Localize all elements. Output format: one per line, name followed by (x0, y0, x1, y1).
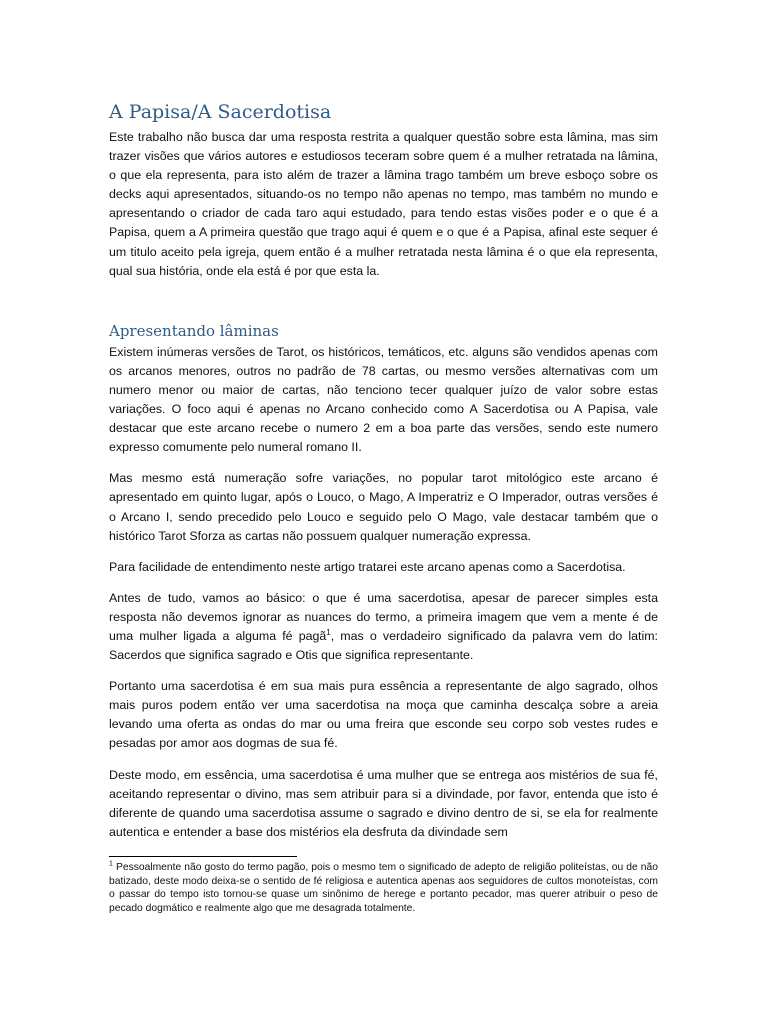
paragraph-4 (109, 589, 658, 665)
footnote (109, 861, 658, 915)
footnote-reference[interactable]: 1 (326, 627, 331, 637)
section-spacer (109, 281, 658, 321)
paragraph-3: Para facilidade de entendimento neste artigo tratarei este arcano apenas como a Sacerdotisa. (109, 559, 626, 574)
paragraph-2: Mas mesmo está numeração sofre variações, no popular tarot mitológico este arcano é apresentado em quinto lugar, após o Louco, o Mago, A Imperatriz e O Imperador, outras versões é o Arcano I, sendo precedido pelo Louco e seguido pelo O Mago, vale destacar também que o histórico Tarot Sforza as cartas não possuem qualquer numeração expressa. (109, 471, 658, 543)
paragraph-6: Deste modo, em essência, uma sacerdotisa é uma mulher que se entrega aos mistérios de sua fé, aceitando representar o divino, mas sem atribuir para si a divindade, por favor, entenda que isto é diferente de quando uma sacerdotisa assume o sagrado e divino dentro de si, se ela for realmente autentica e entender a base dos mistérios ela desfruta da divindade sem (109, 767, 658, 839)
footnote-separator (109, 856, 297, 857)
document-body (109, 100, 658, 854)
footnote-text: Pessoalmente não gosto do termo pagão, pois o mesmo tem o significado de adepto de religião politeístas, ou de não batizado, deste modo deixa-se o sentido de fé religiosa e autentica apenas aos seguidores de cultos monoteístas, com o passar do tempo isto tornou-se quase um sinônimo de herege e portanto pecador, mas querer atribuir o peso de pecado dogmático e realmente algo que me desagrada totalmente. (109, 862, 658, 914)
paragraph-4-text-b: , mas o verdadeiro significado da palavra vem do latim: Sacerdos que significa sagrado e Otis que significa representante. (109, 628, 658, 663)
paragraph-5: Portanto uma sacerdotisa é em sua mais pura essência a representante de algo sagrado, olhos mais puros podem então ver uma sacerdotisa na moça que caminha descalça sobre a areia levando uma oferta as ondas do mar ou uma freira que esconde seu corpo sob vestes rudes e pesadas por amor aos dogmas de sua fé. (109, 679, 658, 751)
section-heading: Apresentando lâminas (109, 321, 279, 340)
paragraph-4-text-a: Antes de tudo, vamos ao básico: o que é uma sacerdotisa, apesar de parecer simples esta resposta não devemos ignorar as nuances do termo, a primeira imagem que vem a mente é de uma mulher ligada a alguma fé pagã (109, 590, 658, 643)
paragraph-1: Existem inúmeras versões de Tarot, os históricos, temáticos, etc. alguns são vendidos apenas com os arcanos menores, outros no padrão de 78 cartas, ou mesmo versões alternativas com um numero menor ou maior de cartas, não tenciono tecer qualquer juízo de valor sobre estas variações. O foco aqui é apenas no Arcano conhecido como A Sacerdotisa ou A Papisa, vale destacar que este arcano recebe o numero 2 em a boa parte das versões, sendo este numero expresso comumente pelo numeral romano II. (109, 344, 658, 455)
intro-paragraph: Este trabalho não busca dar uma resposta restrita a qualquer questão sobre esta lâmina, mas sim trazer visões que vários autores e estudiosos teceram sobre quem é a mulher retratada na lâmina, o que ela representa, para isto além de trazer a lâmina trago também um breve esboço sobre os decks aqui apresentados, situando-os no tempo não apenas no tempo, mas também no mundo e apresentando o criador de cada taro aqui estudado, para tendo estas visões poder e o que é a Papisa, quem a A primeira questão que trago aqui é quem e o que é a Papisa, afinal este sequer é um titulo aceito pela igreja, quem então é a mulher retratada nesta lâmina é o que ela representa, qual sua história, onde ela está é por que esta la. (109, 130, 658, 278)
document-title: A Papisa/A Sacerdotisa (109, 101, 332, 123)
footnote-number: 1 (109, 860, 113, 868)
